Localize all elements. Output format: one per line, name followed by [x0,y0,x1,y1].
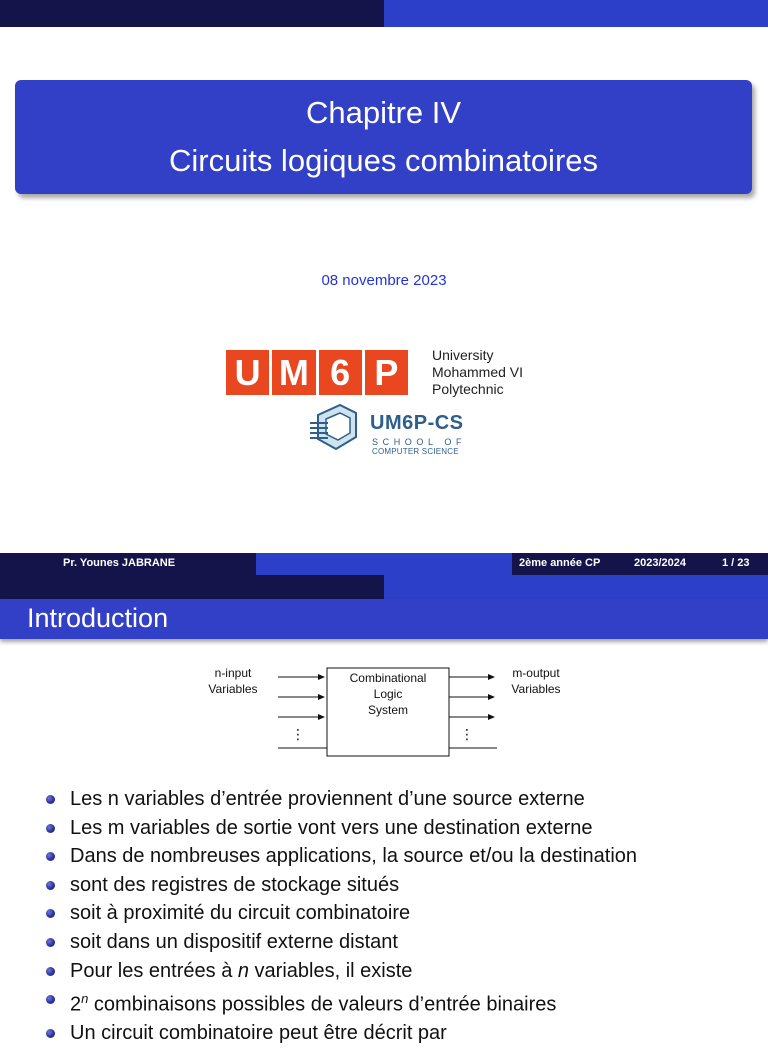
footer-author: Pr. Younes JABRANE [63,557,176,569]
university-line: University [432,347,494,363]
combinational-system-diagram [200,660,600,760]
list-item-text: Dans de nombreuses applications, la source et/ou la destination [70,845,638,868]
slide2-header-right [384,575,768,599]
bullet-icon [46,909,55,918]
university-line: Polytechnic [432,381,504,397]
input-label: Variables [208,682,258,696]
input-ellipsis: ⋮ [291,727,305,743]
list-item [46,985,766,1019]
list-item-text: Pour les entrées à [70,959,238,982]
bullet-icon [46,967,55,976]
input-label: n-input [214,666,252,680]
bullet-list [46,785,766,1048]
presentation-date: 08 novembre 2023 [321,272,447,289]
list-item-text: variables, il existe [249,959,413,982]
list-item [46,814,766,843]
variable-n: n [237,959,249,982]
logo-letter: 6 [319,350,362,395]
list-item [46,871,766,900]
list-item [46,957,766,986]
footer-section-middle [256,553,512,575]
chapter-subtitle: Circuits logiques combinatoires [168,143,599,178]
title-block [15,80,752,194]
output-label: Variables [511,682,561,696]
list-item-text: Les n variables d’entrée proviennent d’une source externe [70,788,585,810]
cs-subtitle-2: COMPUTER SCIENCE [372,447,459,456]
slide2-header-left [0,575,384,599]
bullet-icon [46,795,55,804]
bullet-icon [46,938,55,947]
university-name [432,347,523,398]
chapter-title: Chapitre IV [305,95,462,130]
footer-class: 2ème année CP [519,557,601,569]
list-item-text: soit dans un dispositif externe distant [70,930,398,953]
box-label: Logic [373,687,403,701]
bullet-icon [46,881,55,890]
list-item [46,928,766,957]
bullet-icon [46,1029,55,1038]
power-exponent: n [81,991,89,1007]
list-item-text: soit à proximité du circuit combinatoire [70,902,411,925]
logo-letter: U [226,350,269,395]
list-item-text: Les m variables de sortie vont vers une destination externe [70,816,593,839]
power-base: 2 [70,993,82,1016]
header-bar-left [0,0,384,27]
header-bar-right [384,0,768,27]
list-item [46,842,766,871]
list-item-text: Un circuit combinatoire peut être décrit par [70,1022,447,1045]
logo-letter: P [365,350,408,395]
box-label: System [367,703,409,717]
output-ellipsis: ⋮ [460,727,474,743]
bullet-icon [46,995,55,1004]
logo-letter: M [272,350,315,395]
bullet-icon [46,852,55,861]
list-item [46,785,766,814]
list-item [46,899,766,928]
university-line: Mohammed VI [432,364,524,380]
footer-page-number: 1 / 23 [722,557,750,569]
list-item-text: sont des registres de stockage situés [70,873,400,896]
box-label: Combinational [349,671,427,685]
cs-title: UM6P-CS [370,412,464,434]
footer-year: 2023/2024 [634,557,686,569]
cs-subtitle: SCHOOL OF [372,437,467,447]
list-item-text: combinaisons possibles de valeurs d’entrée binaires [88,993,557,1016]
bullet-icon [46,824,55,833]
slide2-title: Introduction [27,603,169,633]
output-label: m-output [512,666,560,680]
cs-cube-icon [308,401,358,453]
um6p-logo [226,350,408,395]
